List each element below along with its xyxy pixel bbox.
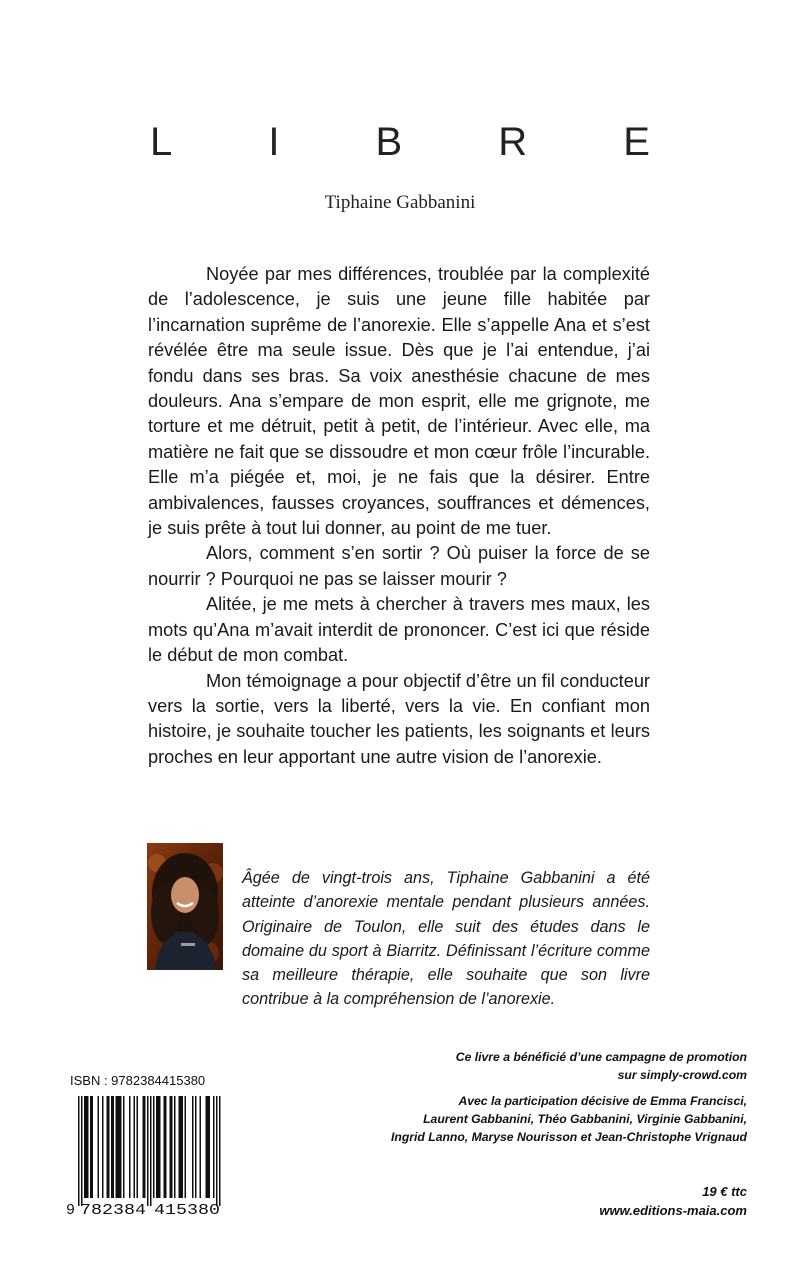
barcode-bars — [66, 1094, 230, 1220]
barcode-bar — [119, 1096, 121, 1198]
title-letter: I — [268, 120, 280, 164]
barcode-bar — [185, 1096, 187, 1198]
barcode-bar — [209, 1096, 211, 1198]
barcode-bar — [113, 1096, 115, 1198]
credits-block — [327, 1048, 747, 1146]
barcode-bar — [134, 1096, 136, 1198]
thanks-line: Avec la participation décisive de Emma Francisci, — [458, 1094, 747, 1108]
barcode-bar — [158, 1096, 160, 1198]
blurb-paragraph: Alitée, je me mets à chercher à travers mes maux, les mots qu’Ana m’avait interdit de prononcer. C’est ici que réside le début de mon combat. — [148, 594, 650, 666]
author-portrait-image — [147, 843, 223, 970]
title-letter: R — [498, 120, 528, 164]
barcode-bar — [129, 1096, 131, 1198]
barcode-bar — [144, 1096, 146, 1198]
barcode-bar — [216, 1096, 218, 1206]
barcode-bar — [180, 1096, 182, 1198]
title-letter: L — [150, 120, 173, 164]
barcode-bar — [171, 1096, 173, 1198]
barcode-bar — [86, 1096, 88, 1198]
thanks-line: Laurent Gabbanini, Théo Gabbanini, Virginie Gabbanini, — [423, 1112, 747, 1126]
barcode-bar — [81, 1096, 83, 1206]
title-letter: B — [375, 120, 403, 164]
book-title — [150, 122, 650, 162]
barcode-bar — [102, 1096, 104, 1198]
barcode-bar — [87, 1096, 89, 1198]
barcode-bar — [182, 1096, 184, 1198]
barcode-bar — [90, 1096, 92, 1198]
barcode-bar — [153, 1096, 155, 1198]
price-label: 19 € ttc — [702, 1184, 747, 1199]
barcode-bar — [219, 1096, 221, 1206]
barcode-bar — [200, 1096, 202, 1198]
barcode-bar — [147, 1096, 149, 1206]
barcode-bar — [179, 1096, 181, 1198]
barcode-bar — [98, 1096, 100, 1198]
price-block — [599, 1182, 747, 1220]
author-biography: Âgée de vingt-trois ans, Tiphaine Gabbanini a été atteinte d’anorexie mentale pendant plusieurs années. Originaire de Toulon, elle suit des études dans le domaine du sport à Biarritz. Définissant l’écriture comme sa meilleure thérapie, elle souhaite que son livre contribue à la compréhension de l’anorexie. — [242, 869, 650, 1009]
author-name: Tiphaine Gabbanini — [324, 192, 476, 213]
blurb-paragraph: Alors, comment s’en sortir ? Où puiser la force de se nourrir ? Pourquoi ne pas se laisser mourir ? — [148, 543, 650, 589]
barcode-bar — [78, 1096, 80, 1206]
barcode-bar — [120, 1096, 122, 1198]
barcode-bar — [207, 1096, 209, 1198]
barcode-bar — [137, 1096, 139, 1198]
barcode-bar — [195, 1096, 197, 1198]
isbn-barcode — [66, 1094, 230, 1220]
thanks-line: Ingrid Lanno, Maryse Nourisson et Jean-Christophe Vrignaud — [391, 1130, 747, 1144]
barcode-bar — [117, 1096, 119, 1198]
barcode-bar — [213, 1096, 215, 1198]
barcode-bar — [164, 1096, 166, 1198]
author-photo — [147, 843, 223, 970]
back-cover-blurb — [148, 262, 650, 770]
barcode-bar — [192, 1096, 194, 1198]
title-letter: E — [623, 120, 650, 164]
barcode-bar — [92, 1096, 94, 1198]
blurb-paragraph: Noyée par mes différences, troublée par la complexité de l’adolescence, je suis une jeune fille habitée par l’incarnation suprême de l’anorexie. Elle s’appelle Ana et s’est révélée être ma seule issue. Dès que je l’ai entendue, j’ai fondu dans ses bras. Sa voix anesthésie chacune de mes douleurs. Ana s’empare de mon esprit, elle me grignote, me torture et me détruit, petit à petit, de l’intérieur. Avec elle, ma matière ne fait que se dissoudre et mon cœur frôle l’incurable. Elle m’a piégée et, moi, je ne fais que la désirer. Entre ambivalences, fausses croyances, souffrances et démences, je suis prête à tout lui donner, au point de me tuer. — [148, 264, 650, 539]
publisher-website: www.editions-maia.com — [599, 1203, 747, 1218]
barcode-bar — [111, 1096, 113, 1198]
barcode-bar — [107, 1096, 109, 1198]
barcode-bar — [84, 1096, 86, 1198]
barcode-bar — [165, 1096, 167, 1198]
barcode-bar — [143, 1096, 145, 1198]
barcode-bar — [150, 1096, 152, 1206]
barcode-bar — [156, 1096, 158, 1198]
barcode-first-digit: 9 — [66, 1202, 76, 1219]
isbn-label: ISBN : 9782384415380 — [70, 1073, 206, 1088]
promotion-site-line: sur simply-crowd.com — [617, 1068, 747, 1082]
barcode-bar — [159, 1096, 161, 1198]
barcode-bar — [108, 1096, 110, 1198]
barcode-bar — [206, 1096, 208, 1198]
barcode-bar — [116, 1096, 118, 1198]
barcode-right-digits: 415380 — [154, 1202, 220, 1219]
barcode-bar — [170, 1096, 172, 1198]
barcode-bar — [174, 1096, 176, 1198]
blurb-paragraph: Mon témoignage a pour objectif d’être un fil conducteur vers la sortie, vers la liberté, vers la vie. En confiant mon histoire, je souhaite toucher les patients, les soignants et leurs proches en leur apportant une autre vision de l’anorexie. — [148, 670, 650, 767]
barcode-bar — [123, 1096, 125, 1198]
barcode-left-digits: 782384 — [80, 1202, 146, 1219]
promotion-line: Ce livre a bénéficié d’une campagne de promotion — [455, 1050, 747, 1064]
